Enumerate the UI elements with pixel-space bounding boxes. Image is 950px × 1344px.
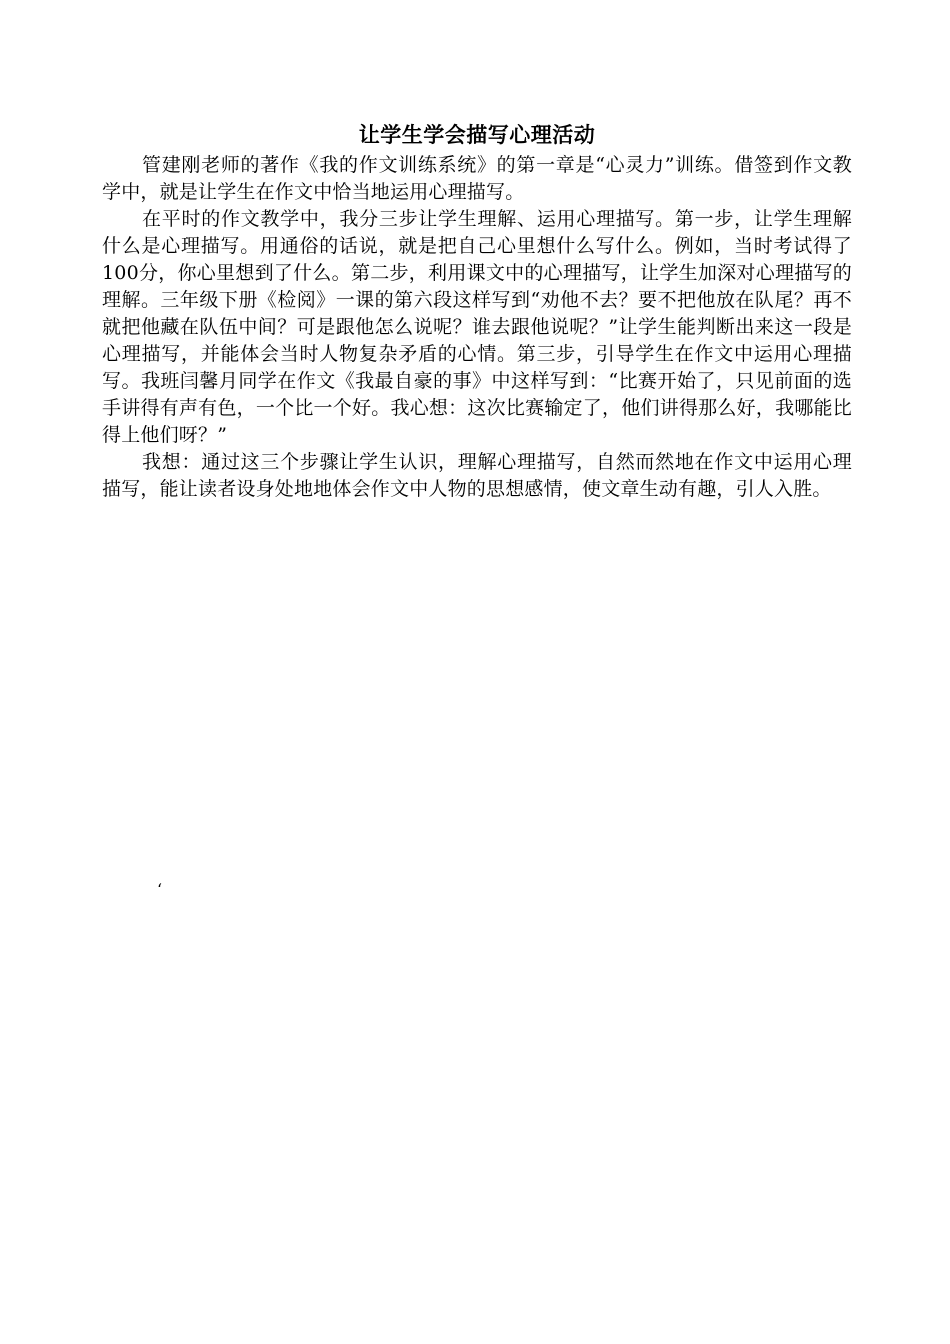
paragraph-method: 在平时的作文教学中，我分三步让学生理解、运用心理描写。第一步，让学生理解什么是心理描写。用通俗的话说，就是把自己心里想什么写什么。例如，当时考试得了100分，你心里想到了什么。第二步，利用课文中的心理描写，让学生加深对心理描写的理解。三年级下册《检阅》一课的第六段这样写到“劝他不去？要不把他放在队尾？再不就把他藏在队伍中间？可是跟他怎么说呢？谁去跟他说呢？”让学生能判断出来这一段是心理描写，并能体会当时人物复杂矛盾的心情。第三步，引导学生在作文中运用心理描写。我班闫馨月同学在作文《我最自豪的事》中这样写到：“比赛开始了，只见前面的选手讲得有声有色，一个比一个好。我心想：这次比赛输定了，他们讲得那么好，我哪能比得上他们呀？” xyxy=(102,208,852,446)
stray-quote-mark: ‘ xyxy=(157,880,163,899)
paragraph-intro: 管建刚老师的著作《我的作文训练系统》的第一章是“心灵力”训练。借签到作文教学中，就是让学生在作文中恰当地运用心理描写。 xyxy=(102,154,852,203)
document-page xyxy=(102,118,852,503)
paragraph-conclusion: 我想：通过这三个步骤让学生认识，理解心理描写，自然而然地在作文中运用心理描写，能让读者设身处地地体会作文中人物的思想感情，使文章生动有趣，引人入胜。 xyxy=(102,451,852,500)
document-title: 让学生学会描写心理活动 xyxy=(358,122,596,147)
